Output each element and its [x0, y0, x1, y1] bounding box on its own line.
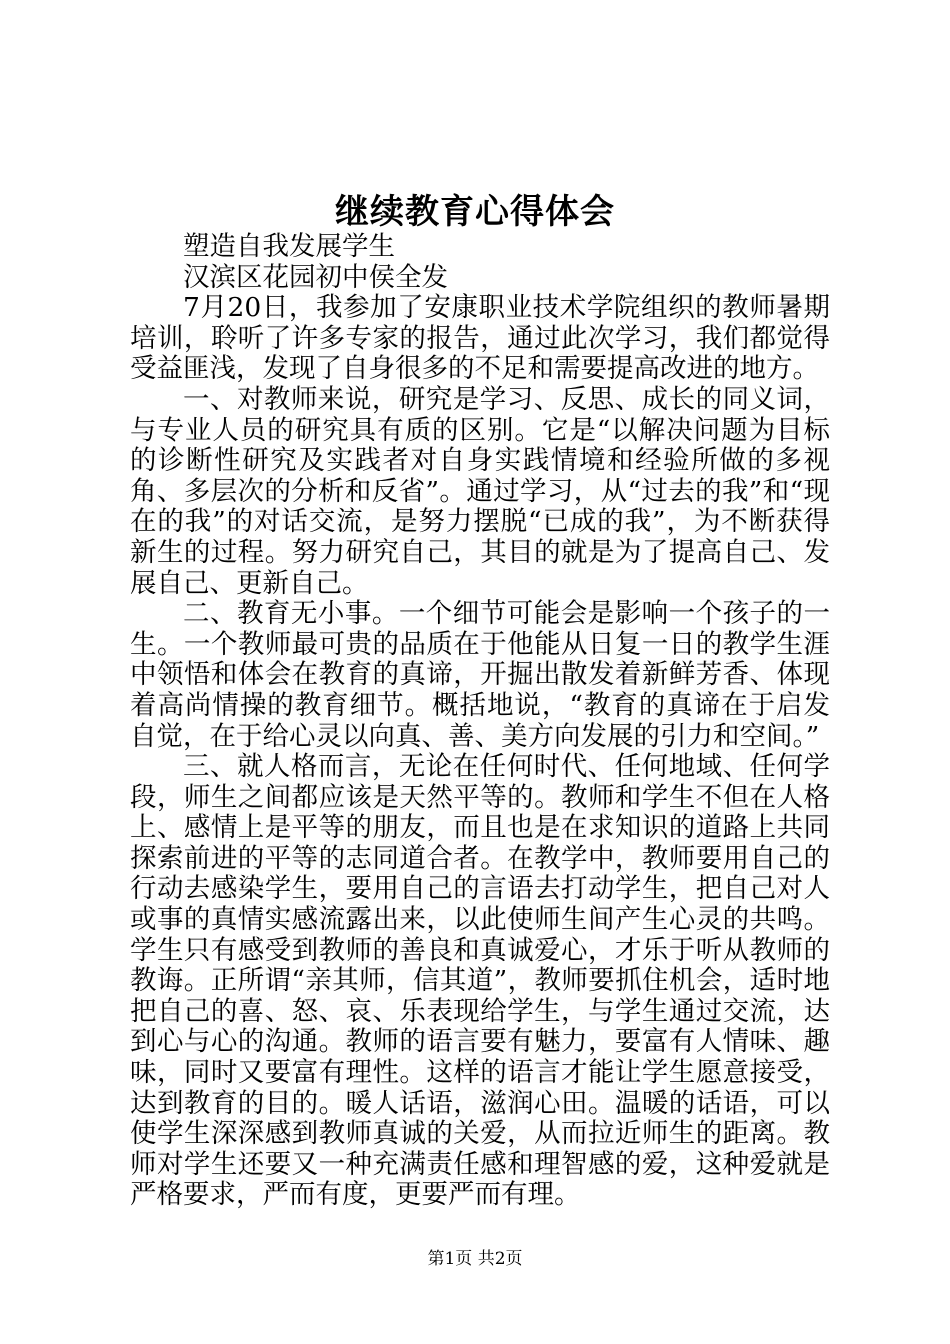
paragraph-intro: 7月20日，我参加了安康职业技术学院组织的教师暑期培训，聆听了许多专家的报告，通过此次学习，我们都觉得受益匪浅，发现了自身很多的不足和需要提高改进的地方。	[130, 292, 830, 385]
paragraph-section-1: 一、对教师来说，研究是学习、反思、成长的同义词，与专业人员的研究具有质的区别。它是“以解决问题为目标的诊断性研究及实践者对自身实践情境和经验所做的多视角、多层次的分析和反省”。通过学习，从“过去的我”和“现在的我”的对话交流，是努力摆脱“已成的我”，为不断获得新生的过程。努力研究自己，其目的就是为了提高自己、发展自己、更新自己。	[130, 383, 830, 599]
author-line: 汉滨区花园初中侯全发	[183, 261, 448, 293]
paragraph-section-2: 二、教育无小事。一个细节可能会是影响一个孩子的一生。一个教师最可贵的品质在于他能从日复一日的教学生涯中领悟和体会在教育的真谛，开掘出散发着新鲜芳香、体现着高尚情操的教育细节。概括地说，“教育的真谛在于启发自觉，在于给心灵以向真、善、美方向发展的引力和空间。”	[130, 598, 830, 752]
paragraph-section-3: 三、就人格而言，无论在任何时代、任何地域、任何学段，师生之间都应该是天然平等的。教师和学生不但在人格上、感情上是平等的朋友，而且也是在求知识的道路上共同探索前进的平等的志同道合者。在教学中，教师要用自己的行动去感染学生，要用自己的言语去打动学生，把自己对人或事的真情实感流露出来，以此使师生间产生心灵的共鸣。学生只有感受到教师的善良和真诚爱心，才乐于听从教师的教诲。正所谓“亲其师，信其道”，教师要抓住机会，适时地把自己的喜、怒、哀、乐表现给学生，与学生通过交流，达到心与心的沟通。教师的语言要有魅力，要富有人情味、趣味，同时又要富有理性。这样的语言才能让学生愿意接受，达到教育的目的。暖人话语，滋润心田。温暖的话语，可以使学生深深感到教师真诚的关爱，从而拉近师生的距离。教师对学生还要又一种充满责任感和理智感的爱，这种爱就是严格要求，严而有度，更要严而有理。	[130, 751, 830, 1211]
page-footer: 第1页 共2页	[427, 1249, 523, 1269]
document-body	[130, 232, 830, 1211]
subtitle: 塑造自我发展学生	[183, 231, 395, 262]
document-title: 继续教育心得体会	[335, 192, 615, 232]
